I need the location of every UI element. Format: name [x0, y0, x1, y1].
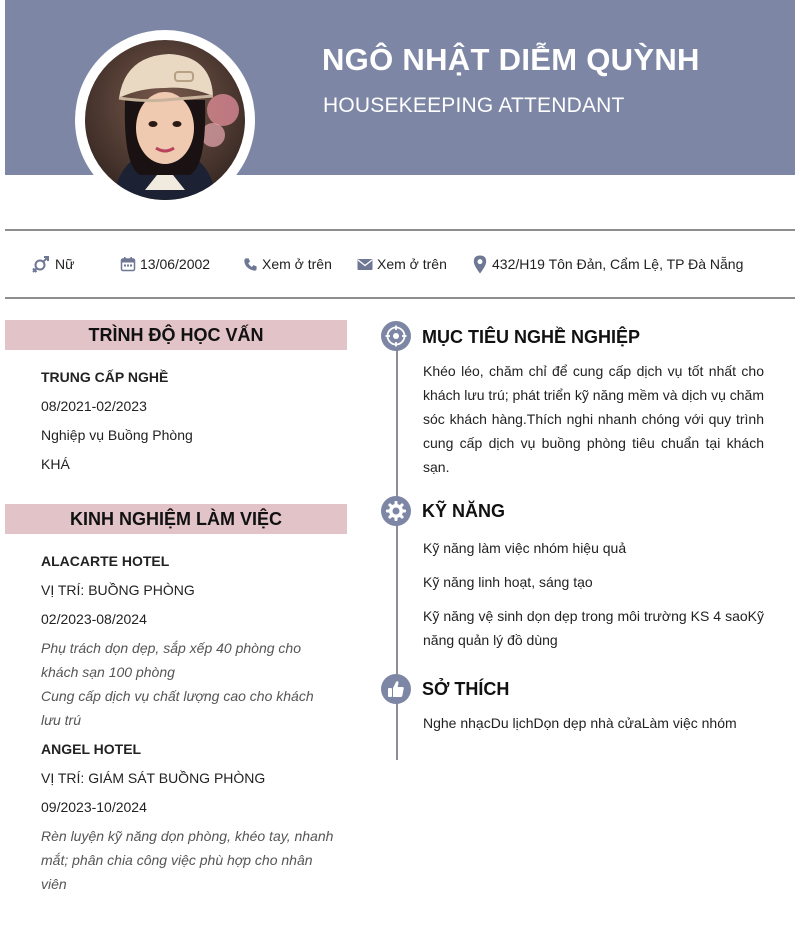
- job-period: 09/2023-10/2024: [41, 799, 147, 815]
- contact-address: [472, 253, 743, 275]
- avatar: [85, 40, 245, 200]
- address-value: 432/H19 Tôn Đản, Cẩm Lệ, TP Đà Nẵng: [492, 256, 744, 272]
- gender-value: Nữ: [55, 256, 75, 272]
- job-position: VỊ TRÍ: GIÁM SÁT BUỒNG PHÒNG: [41, 770, 266, 786]
- job-period: 02/2023-08/2024: [41, 611, 147, 627]
- skill-item: Kỹ năng linh hoạt, sáng tạo: [423, 574, 593, 590]
- candidate-name: NGÔ NHẬT DIỄM QUỲNH: [322, 42, 700, 77]
- email-value: Xem ở trên: [377, 256, 447, 272]
- objective-heading: MỤC TIÊU NGHỀ NGHIỆP: [422, 327, 641, 347]
- job-description: Rèn luyện kỹ năng dọn phòng, khéo tay, nhanh mắt; phân chia công việc phù hợp cho nhân viên: [41, 828, 334, 892]
- mail-icon: [357, 258, 373, 271]
- contact-phone: [243, 253, 332, 275]
- education-grade: KHÁ: [41, 456, 70, 472]
- thumbs-up-icon: [381, 674, 411, 704]
- hobbies-heading: SỞ THÍCH: [422, 679, 510, 699]
- contact-bottom-divider: [5, 297, 795, 299]
- calendar-icon: [120, 256, 136, 272]
- objective-text: Khéo léo, chăm chỉ để cung cấp dịch vụ tốt nhất cho khách lưu trú; phát triển kỹ năng mềm và dịch vụ chăm sóc khách hàng.Thích nghi nhanh chóng với quy trình cung cấp dịch vụ buồng phòng tiêu chuẩn tại khách sạn.: [423, 363, 764, 475]
- contact-email: [357, 253, 447, 275]
- skills-heading: KỸ NĂNG: [422, 501, 506, 521]
- education-major: Nghiệp vụ Buồng Phòng: [41, 427, 193, 443]
- gender-icon: [31, 254, 51, 274]
- phone-value: Xem ở trên: [262, 256, 332, 272]
- target-icon: [381, 321, 411, 351]
- birthday-value: 13/06/2002: [140, 256, 211, 272]
- job-title: HOUSEKEEPING ATTENDANT: [323, 94, 625, 117]
- job-description: Phụ trách dọn dẹp, sắp xếp 40 phòng cho khách sạn 100 phòng: [41, 640, 301, 680]
- job-position: VỊ TRÍ: BUỒNG PHÒNG: [41, 582, 195, 598]
- education-school: TRUNG CẤP NGHỀ: [41, 369, 169, 385]
- contact-gender: [31, 253, 74, 275]
- education-period: 08/2021-02/2023: [41, 398, 147, 414]
- phone-icon: [243, 257, 258, 272]
- job-company: ALACARTE HOTEL: [41, 553, 170, 569]
- contact-top-divider: [5, 229, 795, 231]
- skill-item: Kỹ năng làm việc nhóm hiệu quả: [423, 540, 627, 556]
- education-heading: TRÌNH ĐỘ HỌC VẤN: [5, 320, 347, 350]
- contact-birthday: [120, 253, 210, 275]
- hobbies-text: Nghe nhạcDu lịchDọn dẹp nhà cửaLàm việc nhóm: [423, 715, 737, 731]
- experience-heading: KINH NGHIỆM LÀM VIỆC: [5, 504, 347, 534]
- job-company: ANGEL HOTEL: [41, 741, 142, 757]
- job-description-extra: Cung cấp dịch vụ chất lượng cao cho khách lưu trú: [41, 688, 314, 728]
- location-pin-icon: [472, 255, 488, 274]
- gear-icon: [381, 496, 411, 526]
- skill-item: Kỹ năng vệ sinh dọn dẹp trong môi trường KS 4 saoKỹ năng quản lý đồ dùng: [423, 608, 764, 648]
